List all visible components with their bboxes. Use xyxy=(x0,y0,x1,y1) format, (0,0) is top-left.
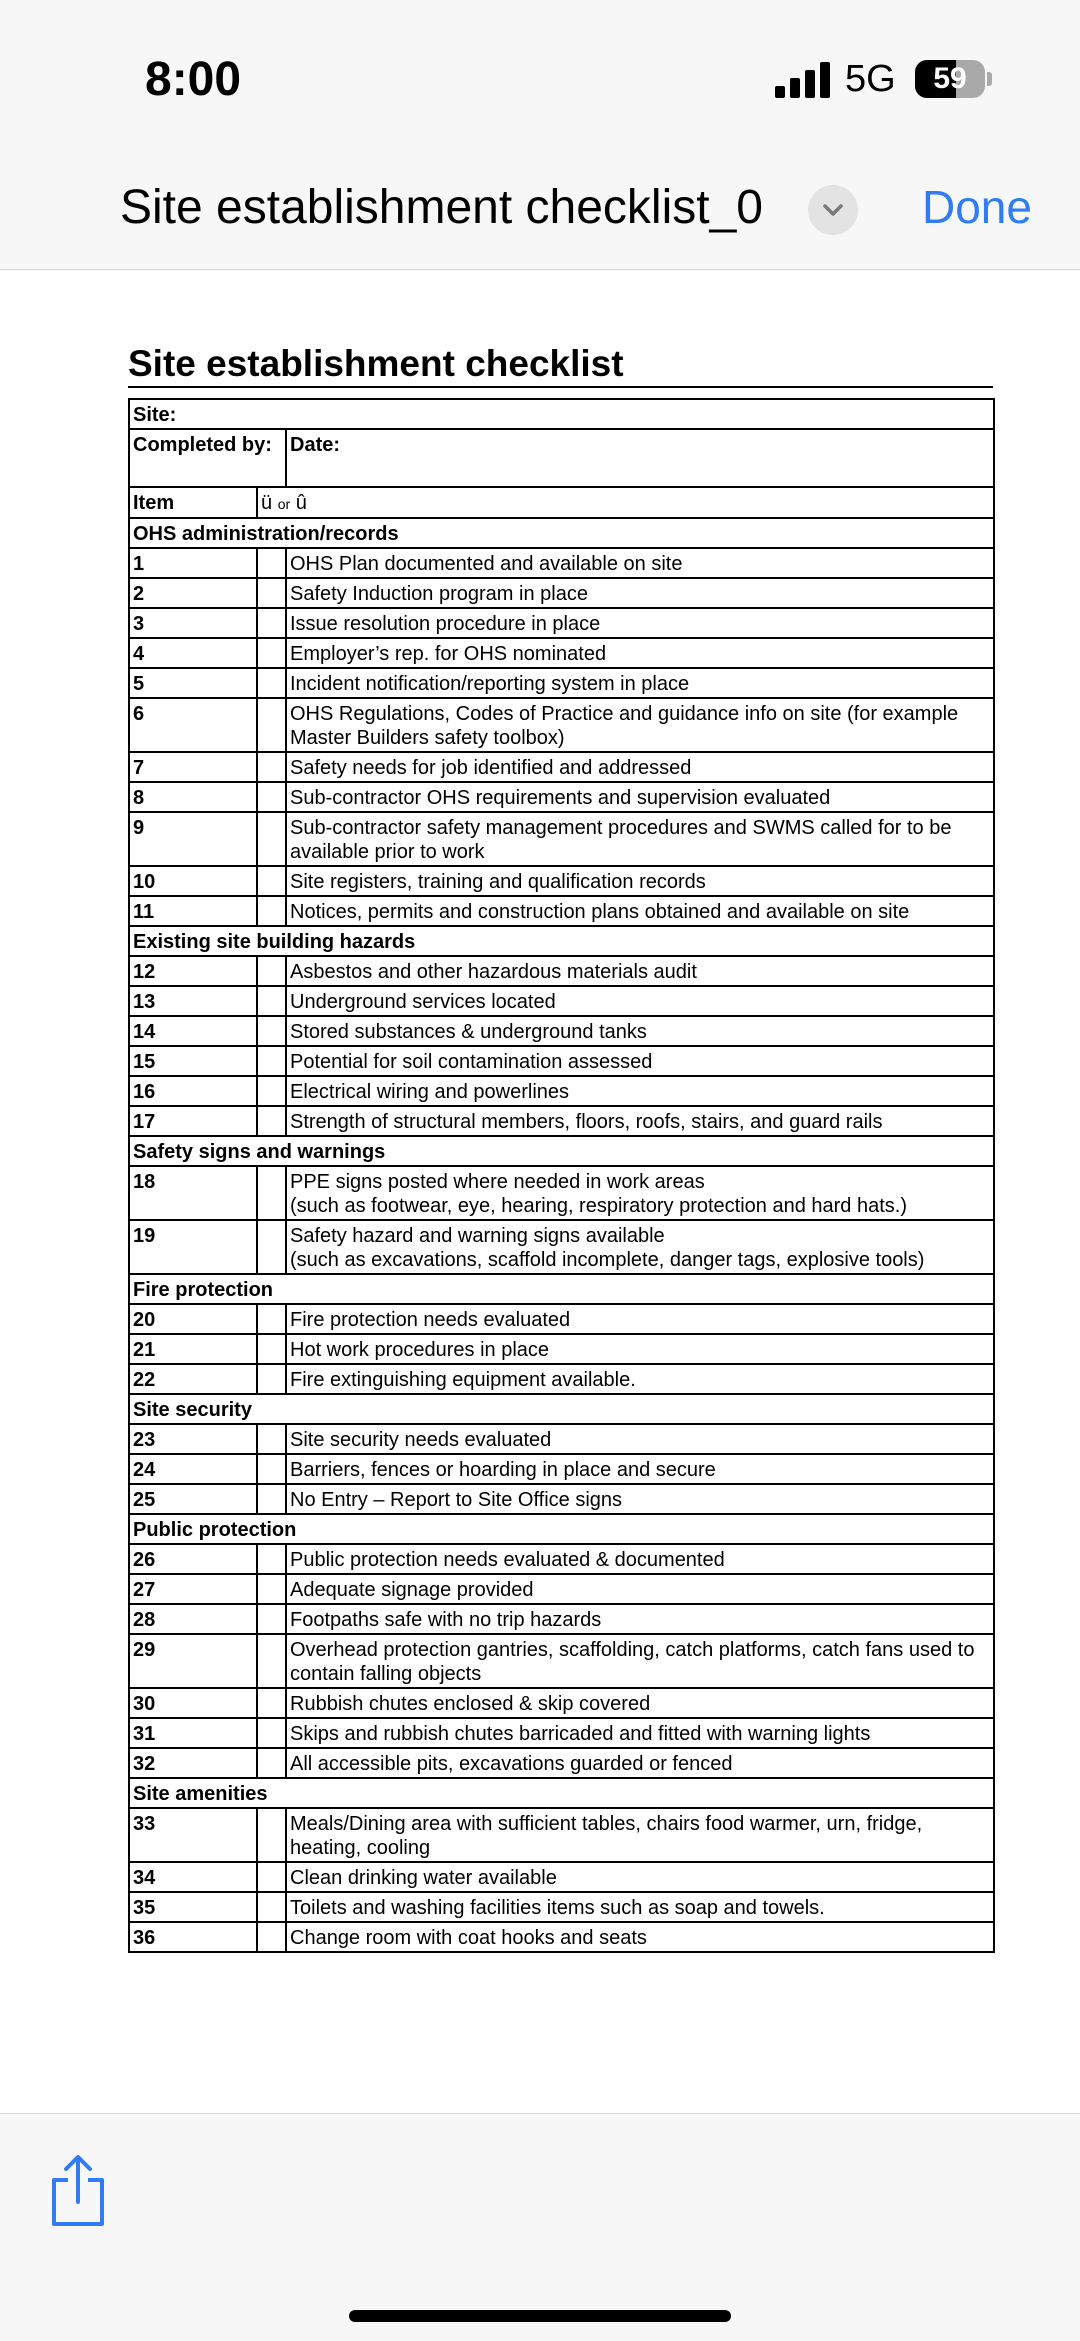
item-description xyxy=(286,866,994,896)
item-description xyxy=(286,752,994,782)
item-number: 24 xyxy=(129,1454,257,1484)
completed-by-label: Completed by: xyxy=(129,429,286,487)
item-number: 32 xyxy=(129,1748,257,1778)
item-text: Site registers, training and qualification records xyxy=(290,871,706,893)
check-cell[interactable] xyxy=(257,1718,286,1748)
item-text: Hot work procedures in place xyxy=(290,1339,550,1361)
checklist-row xyxy=(129,548,994,578)
title-menu-button[interactable] xyxy=(808,185,858,235)
check-cell[interactable] xyxy=(257,1304,286,1334)
item-description xyxy=(286,1634,994,1688)
item-description xyxy=(286,1364,994,1394)
item-number: 14 xyxy=(129,1016,257,1046)
item-text: Adequate signage provided xyxy=(290,1579,534,1601)
item-description xyxy=(286,1106,994,1136)
check-cell[interactable] xyxy=(257,1574,286,1604)
item-description xyxy=(286,1424,994,1454)
check-cell[interactable] xyxy=(257,782,286,812)
item-text: OHS Regulations, Codes of Practice and guidance info on site (for example Master Builders safety toolbox) xyxy=(290,703,959,749)
page-heading: Site establishment checklist xyxy=(128,343,624,384)
done-button[interactable]: Done xyxy=(922,181,1032,233)
item-description xyxy=(286,986,994,1016)
heading-rule xyxy=(128,386,993,388)
section-title: Fire protection xyxy=(129,1274,994,1304)
check-cell[interactable] xyxy=(257,548,286,578)
item-text: Employer’s rep. for OHS nominated xyxy=(290,643,607,665)
item-text: Site security needs evaluated xyxy=(290,1429,552,1451)
item-text: Change room with coat hooks and seats xyxy=(290,1927,647,1949)
item-number: 18 xyxy=(129,1166,257,1220)
checklist-table xyxy=(128,398,995,1953)
checklist-row xyxy=(129,866,994,896)
section-header-row xyxy=(129,1514,994,1544)
item-text: Underground services located xyxy=(290,991,556,1013)
section-title: Existing site building hazards xyxy=(129,926,994,956)
checklist-row xyxy=(129,1166,994,1220)
item-text: Rubbish chutes enclosed & skip covered xyxy=(290,1693,651,1715)
check-cell[interactable] xyxy=(257,1220,286,1274)
checklist-row xyxy=(129,1604,994,1634)
check-cell[interactable] xyxy=(257,1892,286,1922)
check-cell[interactable] xyxy=(257,812,286,866)
item-number: 29 xyxy=(129,1634,257,1688)
item-number: 17 xyxy=(129,1106,257,1136)
tick-or-cross xyxy=(257,487,994,518)
checklist-row xyxy=(129,812,994,866)
status-time: 8:00 xyxy=(145,53,242,106)
item-description xyxy=(286,638,994,668)
item-number: 26 xyxy=(129,1544,257,1574)
check-cell[interactable] xyxy=(257,896,286,926)
item-text: Toilets and washing facilities items such as soap and towels. xyxy=(290,1897,825,1919)
item-text: Electrical wiring and powerlines xyxy=(290,1081,570,1103)
item-number: 2 xyxy=(129,578,257,608)
item-description xyxy=(286,668,994,698)
checklist-row xyxy=(129,1454,994,1484)
checklist-row xyxy=(129,638,994,668)
item-description xyxy=(286,1892,994,1922)
item-text-note: (such as excavations, scaffold incomplete, danger tags, explosive tools) xyxy=(290,1249,925,1271)
item-number: 16 xyxy=(129,1076,257,1106)
item-text: Safety hazard and warning signs available xyxy=(290,1225,665,1247)
item-number: 23 xyxy=(129,1424,257,1454)
check-cell[interactable] xyxy=(257,1748,286,1778)
home-indicator xyxy=(349,2310,731,2322)
item-description xyxy=(286,1688,994,1718)
item-text: Safety Induction program in place xyxy=(290,583,588,605)
item-text: Issue resolution procedure in place xyxy=(290,613,601,635)
check-cell[interactable] xyxy=(257,866,286,896)
item-description xyxy=(286,812,994,866)
item-text: Clean drinking water available xyxy=(290,1867,557,1889)
check-cell[interactable] xyxy=(257,1922,286,1952)
check-cell[interactable] xyxy=(257,1076,286,1106)
item-description xyxy=(286,956,994,986)
battery-level: 59 xyxy=(933,62,967,95)
checklist-row xyxy=(129,1574,994,1604)
item-text: PPE signs posted where needed in work areas xyxy=(290,1171,705,1193)
item-text: All accessible pits, excavations guarded or fenced xyxy=(290,1753,733,1775)
item-description xyxy=(286,1166,994,1220)
check-cell[interactable] xyxy=(257,1862,286,1892)
item-description xyxy=(286,1574,994,1604)
check-cell[interactable] xyxy=(257,1424,286,1454)
item-text: Overhead protection gantries, scaffolding, catch platforms, catch fans used to contain falling objects xyxy=(290,1639,975,1685)
section-title: Safety signs and warnings xyxy=(129,1136,994,1166)
item-text: Meals/Dining area with sufficient tables, chairs food warmer, urn, fridge, heating, cooling xyxy=(290,1813,923,1859)
item-number: 30 xyxy=(129,1688,257,1718)
item-text: Barriers, fences or hoarding in place and secure xyxy=(290,1459,716,1481)
checklist-row xyxy=(129,1718,994,1748)
item-number: 4 xyxy=(129,638,257,668)
site-label: Site: xyxy=(129,399,994,429)
item-number: 28 xyxy=(129,1604,257,1634)
completed-by-row xyxy=(129,429,994,487)
item-label: Item xyxy=(129,487,257,518)
checklist-row xyxy=(129,752,994,782)
item-description xyxy=(286,1304,994,1334)
section-header-row xyxy=(129,1136,994,1166)
check-cell[interactable] xyxy=(257,578,286,608)
section-header-row xyxy=(129,518,994,548)
item-text: Safety needs for job identified and addressed xyxy=(290,757,692,779)
checklist-row xyxy=(129,1424,994,1454)
checklist-row xyxy=(129,1016,994,1046)
item-description xyxy=(286,1544,994,1574)
check-cell[interactable] xyxy=(257,1454,286,1484)
date-label: Date: xyxy=(286,429,994,487)
item-number: 22 xyxy=(129,1364,257,1394)
item-number: 33 xyxy=(129,1808,257,1862)
item-text-note: (such as footwear, eye, hearing, respiratory protection and hard hats.) xyxy=(290,1195,908,1217)
check-cell[interactable] xyxy=(257,1106,286,1136)
item-text: Sub-contractor safety management procedures and SWMS called for to be available prior to work xyxy=(290,817,952,863)
section-header-row xyxy=(129,1394,994,1424)
item-number: 34 xyxy=(129,1862,257,1892)
item-description xyxy=(286,1454,994,1484)
check-cell[interactable] xyxy=(257,1688,286,1718)
item-number: 9 xyxy=(129,812,257,866)
item-number: 31 xyxy=(129,1718,257,1748)
item-header-row xyxy=(129,487,994,518)
checklist-row xyxy=(129,1076,994,1106)
checklist-row xyxy=(129,1334,994,1364)
item-text: Strength of structural members, floors, roofs, stairs, and guard rails xyxy=(290,1111,883,1133)
check-cell[interactable] xyxy=(257,956,286,986)
checklist-row xyxy=(129,1544,994,1574)
item-description xyxy=(286,1862,994,1892)
battery-tip xyxy=(987,72,992,86)
item-text: Incident notification/reporting system in place xyxy=(290,673,690,695)
checklist-row xyxy=(129,1748,994,1778)
check-cell[interactable] xyxy=(257,698,286,752)
checklist-row xyxy=(129,668,994,698)
item-description xyxy=(286,698,994,752)
checklist-row xyxy=(129,608,994,638)
checklist-row xyxy=(129,1484,994,1514)
section-title: Site security xyxy=(129,1394,994,1424)
check-cell[interactable] xyxy=(257,1604,286,1634)
check-cell[interactable] xyxy=(257,752,286,782)
nav-bar xyxy=(0,150,1080,270)
checklist-row xyxy=(129,698,994,752)
check-cell[interactable] xyxy=(257,1046,286,1076)
checklist-row xyxy=(129,1106,994,1136)
item-description xyxy=(286,1922,994,1952)
chevron-down-icon xyxy=(821,199,845,221)
check-cell[interactable] xyxy=(257,1634,286,1688)
checklist-row xyxy=(129,1922,994,1952)
item-text: Potential for soil contamination assessed xyxy=(290,1051,653,1073)
checklist-row xyxy=(129,1634,994,1688)
item-number: 36 xyxy=(129,1922,257,1952)
item-text: No Entry – Report to Site Office signs xyxy=(290,1489,623,1511)
check-cell[interactable] xyxy=(257,1166,286,1220)
item-description xyxy=(286,1808,994,1862)
check-cell[interactable] xyxy=(257,1016,286,1046)
item-text: Skips and rubbish chutes barricaded and fitted with warning lights xyxy=(290,1723,871,1745)
item-number: 13 xyxy=(129,986,257,1016)
item-description xyxy=(286,1076,994,1106)
checklist-row xyxy=(129,578,994,608)
item-description xyxy=(286,1718,994,1748)
item-description xyxy=(286,1484,994,1514)
check-cell[interactable] xyxy=(257,1334,286,1364)
item-text: Footpaths safe with no trip hazards xyxy=(290,1609,602,1631)
item-text: Fire extinguishing equipment available. xyxy=(290,1369,636,1391)
item-description xyxy=(286,548,994,578)
check-cell[interactable] xyxy=(257,1364,286,1394)
check-cell[interactable] xyxy=(257,638,286,668)
item-text: Asbestos and other hazardous materials audit xyxy=(290,961,697,983)
item-description xyxy=(286,896,994,926)
checklist-row xyxy=(129,956,994,986)
item-number: 35 xyxy=(129,1892,257,1922)
checklist-row xyxy=(129,1862,994,1892)
item-description xyxy=(286,1016,994,1046)
item-number: 1 xyxy=(129,548,257,578)
cross-glyph: û xyxy=(295,492,307,514)
item-description xyxy=(286,1604,994,1634)
status-bar xyxy=(0,0,1080,150)
checklist-row xyxy=(129,1808,994,1862)
checklist-row xyxy=(129,1304,994,1334)
item-number: 12 xyxy=(129,956,257,986)
check-cell[interactable] xyxy=(257,1544,286,1574)
item-number: 27 xyxy=(129,1574,257,1604)
document-viewer[interactable] xyxy=(0,271,1080,2113)
check-cell[interactable] xyxy=(257,1808,286,1862)
item-number: 6 xyxy=(129,698,257,752)
check-cell[interactable] xyxy=(257,986,286,1016)
item-number: 7 xyxy=(129,752,257,782)
item-text: Notices, permits and construction plans obtained and available on site xyxy=(290,901,910,923)
item-number: 11 xyxy=(129,896,257,926)
item-description xyxy=(286,1748,994,1778)
site-row xyxy=(129,399,994,429)
or-text: or xyxy=(277,496,291,512)
checklist-row xyxy=(129,1892,994,1922)
section-header-row xyxy=(129,1274,994,1304)
item-number: 21 xyxy=(129,1334,257,1364)
checklist-row xyxy=(129,1220,994,1274)
section-header-row xyxy=(129,926,994,956)
battery-icon xyxy=(915,60,985,98)
item-number: 20 xyxy=(129,1304,257,1334)
section-title: Site amenities xyxy=(129,1778,994,1808)
item-description xyxy=(286,1220,994,1274)
item-text: Public protection needs evaluated & documented xyxy=(290,1549,725,1571)
checklist-row xyxy=(129,1364,994,1394)
item-number: 8 xyxy=(129,782,257,812)
item-text: Stored substances & underground tanks xyxy=(290,1021,647,1043)
item-description xyxy=(286,608,994,638)
item-number: 15 xyxy=(129,1046,257,1076)
check-cell[interactable] xyxy=(257,1484,286,1514)
share-icon[interactable] xyxy=(48,2154,108,2228)
network-type: 5G xyxy=(845,58,896,100)
checklist-row xyxy=(129,896,994,926)
item-number: 10 xyxy=(129,866,257,896)
checklist-row xyxy=(129,782,994,812)
item-number: 3 xyxy=(129,608,257,638)
checklist-row xyxy=(129,1688,994,1718)
document-title: Site establishment checklist_0 xyxy=(120,181,763,234)
item-text: Sub-contractor OHS requirements and supervision evaluated xyxy=(290,787,831,809)
item-number: 19 xyxy=(129,1220,257,1274)
item-description xyxy=(286,578,994,608)
section-title: Public protection xyxy=(129,1514,994,1544)
tick-glyph: ü xyxy=(261,492,273,514)
item-number: 5 xyxy=(129,668,257,698)
item-number: 25 xyxy=(129,1484,257,1514)
check-cell[interactable] xyxy=(257,608,286,638)
item-description xyxy=(286,1334,994,1364)
item-text: OHS Plan documented and available on site xyxy=(290,553,683,575)
cellular-signal-icon xyxy=(775,60,831,98)
item-text: Fire protection needs evaluated xyxy=(290,1309,571,1331)
section-title: OHS administration/records xyxy=(129,518,994,548)
checklist-row xyxy=(129,986,994,1016)
bottom-toolbar xyxy=(0,2113,1080,2341)
section-header-row xyxy=(129,1778,994,1808)
item-description xyxy=(286,1046,994,1076)
checklist-row xyxy=(129,1046,994,1076)
item-description xyxy=(286,782,994,812)
check-cell[interactable] xyxy=(257,668,286,698)
